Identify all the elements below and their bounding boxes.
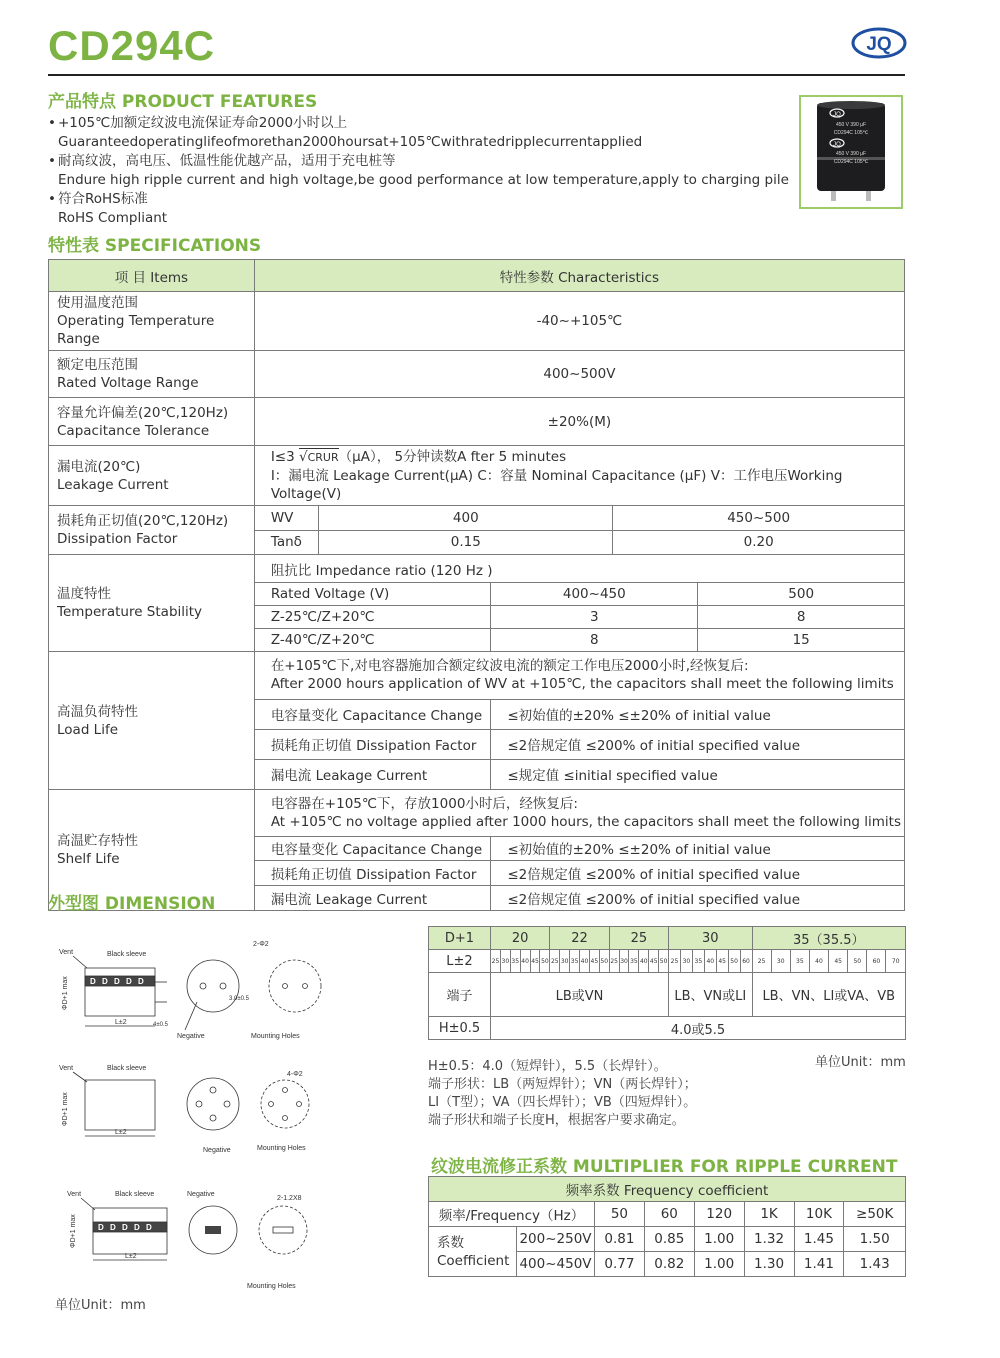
shelf-life-subtable: 电容器在+105℃下，存放1000小时后，经恢复后: At +105℃ no voltage applied after 1000 hours, the capacitors shall meet the following limits 电容量变化 Capacitance Change ≤初始值的±20% ≤±20% of initial value 损耗角正切值 Dissipation Factor ≤2倍规定值 ≤200% of initial specified value 漏电流 Leakage Current ≤2倍规定值 ≤200% of initial specified value	[254, 790, 904, 911]
ripple-table: 频率系数 Frequency coefficient 频率/Frequency（Hz） 50 60 120 1K 10K ≥50K 系数 Coefficient 200~250V 0.81 0.85 1.00 1.32 1.45 1.50 400~450V 0.77 0.82 1.00 1.30 1.41 1.43	[428, 1176, 906, 1277]
svg-text:D: D	[134, 1223, 140, 1232]
svg-text:4±0.5: 4±0.5	[153, 1022, 168, 1028]
header-rule	[48, 74, 905, 76]
leakage-formula: I≤3 √CRUR（μA）， 5分钟读数A fter 5 minutes I：漏电流 Leakage Current(μA) C：容量 Nominal Capacitance (μF) V：工作电压Working Voltage(V)	[254, 446, 904, 506]
svg-text:D: D	[90, 977, 96, 986]
page-title: CD294C	[48, 22, 216, 69]
temp-stability-subtable: 阻抗比 Impedance ratio (120 Hz ) Rated Voltage (V) 400~450 500 Z-25℃/Z+20℃ 3 8 Z-40℃/Z+20℃ 8 15	[254, 555, 904, 652]
svg-text:ΦD+1 max: ΦD+1 max	[70, 1214, 77, 1248]
svg-text:3.0±0.5: 3.0±0.5	[229, 996, 249, 1002]
svg-text:CD294C 105℃: CD294C 105℃	[833, 130, 869, 136]
specifications-table	[48, 259, 905, 911]
dissipation-subtable: WV 400 450~500 Tanδ 0.15 0.20	[254, 506, 904, 555]
features-heading: 产品特点 PRODUCT FEATURES	[48, 92, 318, 112]
unit-note: 单位Unit：mm	[815, 1055, 906, 1070]
ripple-heading: 纹波电流修正系数 MULTIPLIER FOR RIPPLE CURRENT	[431, 1157, 898, 1177]
svg-text:CD294C 105℃: CD294C 105℃	[833, 159, 869, 165]
load-life-subtable: 在+105℃下,对电容器施加合额定纹波电流的额定工作电压2000小时,经恢复后: After 2000 hours application of WV at +105℃, the capacitors shall meet the following limits 电容量变化 Capacitance Change ≤初始值的±20% ≤±20% of initial value 损耗角正切值 Dissipation Factor ≤2倍规定值 ≤200% of initial specified value 漏电流 Leakage Current ≤规定值 ≤initial specified value	[254, 652, 904, 790]
svg-text:L±2: L±2	[125, 1253, 137, 1260]
svg-text:4-Φ2: 4-Φ2	[287, 1071, 303, 1078]
col-items: 项 目 Items	[49, 260, 255, 292]
svg-text:Black sleeve: Black sleeve	[107, 1065, 147, 1072]
svg-text:JQ: JQ	[833, 112, 841, 118]
feature-item-3: • 符合RoHS标准 RoHS Compliant	[48, 191, 168, 226]
svg-text:D: D	[114, 977, 120, 986]
spec-label: 温度特性 Temperature Stability	[49, 555, 255, 652]
svg-text:Black sleeve: Black sleeve	[107, 951, 147, 958]
svg-text:D: D	[138, 977, 144, 986]
svg-text:2-1.2X8: 2-1.2X8	[277, 1195, 302, 1202]
logo-text: JQ	[866, 34, 892, 55]
svg-text:Mounting Holes: Mounting Holes	[251, 1033, 300, 1040]
svg-text:D: D	[98, 1223, 104, 1232]
unit-note-left: 单位Unit：mm	[55, 1298, 146, 1313]
dimension-table: D+1 20 22 25 30 35（35.5） L±2 25 30 35 40 45 50 25 30 35 40 45 50 25 30 35 40 45 50 25 30 35 40 45 50 60 25 30 35 40 45 50 60 70 端子 LB或VN LB、VN或LI LB、VN、LI或VA、VB H±0.5 4.0或5.5	[428, 926, 906, 1040]
spec-label: 使用温度范围 Operating Temperature Range	[49, 292, 255, 351]
spec-value: ±20%(M)	[254, 398, 904, 446]
spec-label: 额定电压范围 Rated Voltage Range	[49, 351, 255, 398]
spec-value: -40~+105℃	[254, 292, 904, 351]
svg-text:D: D	[126, 977, 132, 986]
spec-label: 漏电流(20℃) Leakage Current	[49, 446, 255, 506]
svg-text:ΦD+1 max: ΦD+1 max	[62, 1092, 69, 1126]
svg-text:Mounting Holes: Mounting Holes	[257, 1145, 306, 1152]
col-characteristics: 特性参数 Characteristics	[254, 260, 904, 292]
svg-text:450 V 390 μF: 450 V 390 μF	[835, 151, 867, 157]
spec-label: 高温负荷特性 Load Life	[49, 652, 255, 790]
svg-text:D: D	[110, 1223, 116, 1232]
svg-text:JQ: JQ	[833, 142, 841, 148]
svg-text:Black sleeve: Black sleeve	[115, 1191, 155, 1198]
spec-label: 容量允许偏差(20℃,120Hz) Capacitance Tolerance	[49, 398, 255, 446]
spec-value: 400~500V	[254, 351, 904, 398]
svg-text:Negative: Negative	[177, 1033, 205, 1040]
svg-text:D: D	[146, 1223, 152, 1232]
spec-label: 高温贮存特性 Shelf Life	[49, 790, 255, 911]
brand-logo	[851, 27, 907, 59]
svg-text:ΦD+1 max: ΦD+1 max	[62, 976, 69, 1010]
svg-text:Mounting Holes: Mounting Holes	[247, 1283, 296, 1290]
product-photo	[799, 95, 903, 209]
svg-text:L±2: L±2	[115, 1129, 127, 1136]
feature-item-2: • 耐高纹波，高电压、低温性能优越产品，适用于充电桩等 Endure high ripple current and high voltage,be good performance at low temperature,apply to charging pile	[48, 153, 789, 188]
feature-item-1: • +105℃加额定纹波电流保证寿命2000小时以上 Guaranteedoperatinglifeofmorethan2000hoursat+105℃withratedripplecurrentapplied	[48, 115, 643, 150]
svg-text:Negative: Negative	[187, 1191, 215, 1198]
dimension-heading: 外型图 DIMENSION	[48, 894, 216, 914]
svg-text:Negative: Negative	[203, 1147, 231, 1154]
terminal-notes: H±0.5：4.0（短焊针），5.5（长焊针）。 端子形状：LB（两短焊针）；VN（两长焊针）； LI（T型）；VA（四长焊针）；VB（四短焊针）。 端子形状和端子长度H，根据客户要求确定。	[428, 1059, 697, 1128]
dimension-drawings	[55, 930, 375, 1300]
svg-text:Vent: Vent	[67, 1191, 82, 1198]
spec-label: 损耗角正切值(20℃,120Hz) Dissipation Factor	[49, 506, 255, 555]
svg-text:L±2: L±2	[115, 1019, 127, 1026]
svg-text:2-Φ2: 2-Φ2	[253, 941, 269, 948]
svg-text:450 V 390 μF: 450 V 390 μF	[835, 122, 867, 128]
svg-text:D: D	[122, 1223, 128, 1232]
svg-text:Vent: Vent	[59, 1065, 74, 1072]
svg-text:Vent: Vent	[59, 949, 74, 956]
specs-heading: 特性表 SPECIFICATIONS	[48, 236, 262, 256]
svg-text:D: D	[102, 977, 108, 986]
